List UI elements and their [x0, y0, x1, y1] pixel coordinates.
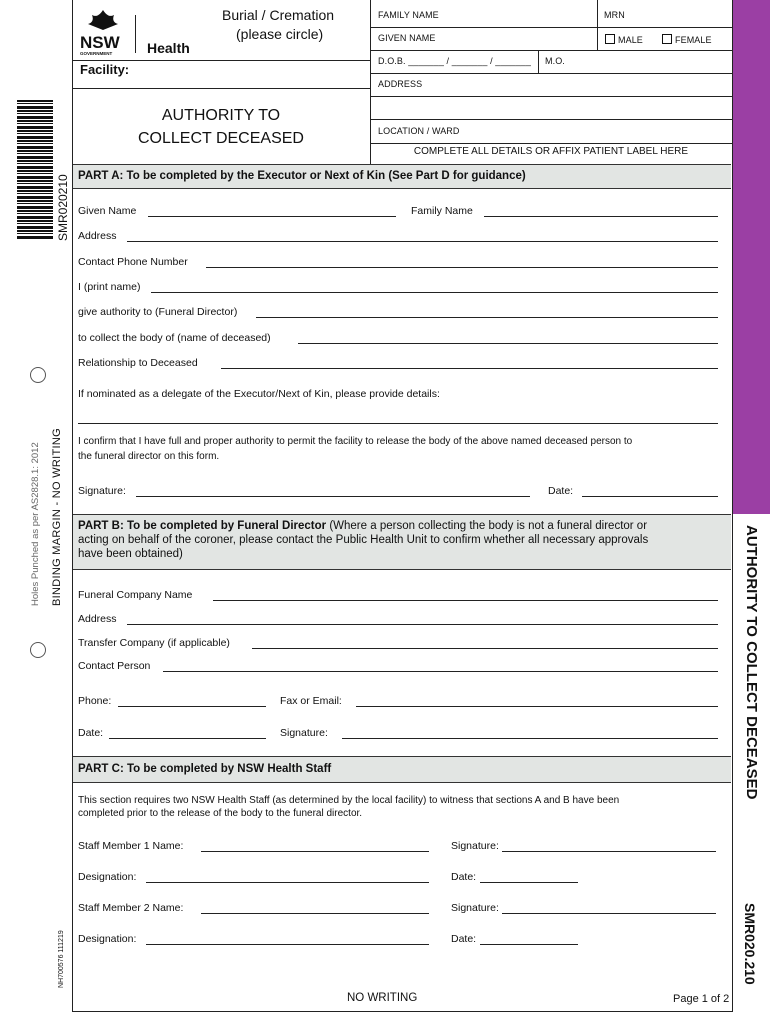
- logo-subtext: GOVERNMENT: [80, 51, 113, 56]
- funeral-director-field[interactable]: [256, 317, 718, 318]
- signature-b-field[interactable]: [342, 738, 718, 739]
- patient-given-name[interactable]: GIVEN NAME: [378, 33, 436, 43]
- address-b-label: Address: [78, 613, 117, 625]
- barcode: [17, 100, 53, 240]
- collect-body-label: to collect the body of (name of deceased): [78, 332, 271, 344]
- form-title-line2: COLLECT DECEASED: [138, 130, 304, 147]
- footer-code-vertical: NH700576 111219: [58, 930, 65, 988]
- family-name-label: Family Name: [411, 205, 473, 217]
- date-b-field[interactable]: [109, 738, 266, 739]
- form-code-vertical: SMR020210: [56, 174, 70, 241]
- deceased-name-field[interactable]: [298, 343, 718, 344]
- side-code: SMR020.210: [742, 903, 758, 985]
- given-name-label: Given Name: [78, 205, 137, 217]
- page-number: Page 1 of 2: [673, 993, 730, 1005]
- date-a-field[interactable]: [582, 496, 718, 497]
- staff2-designation-field[interactable]: [146, 944, 429, 945]
- funeral-company-label: Funeral Company Name: [78, 589, 193, 601]
- punch-hole-bottom: [30, 642, 46, 658]
- male-label: MALE: [618, 35, 643, 45]
- part-c-heading: PART C: To be completed by NSW Health Staff: [73, 756, 731, 783]
- delegate-label: If nominated as a delegate of the Executor/Next of Kin, please provide details:: [78, 388, 440, 400]
- relationship-field[interactable]: [221, 368, 718, 369]
- part-c-intro-line1: This section requires two NSW Health Staff (as determined by the local facility) to witness that sections A and B have been: [78, 795, 620, 806]
- staff2-signature-field[interactable]: [502, 913, 716, 914]
- part-b-heading: PART B: To be completed by Funeral Director (Where a person collecting the body is not a funeral director or acting on behalf of the coroner, please contact the Public Health Unit to confirm whether all necessary approvals have been obtained): [73, 514, 731, 570]
- family-name-field[interactable]: [484, 216, 718, 217]
- staff2-date-field[interactable]: [480, 944, 578, 945]
- part-c-intro-line2: completed prior to the release of the body to the funeral director.: [78, 808, 363, 819]
- punch-hole-top: [30, 367, 46, 383]
- given-name-field[interactable]: [148, 216, 396, 217]
- fax-email-field[interactable]: [356, 706, 718, 707]
- side-title: AUTHORITY TO COLLECT DECEASED: [743, 525, 760, 800]
- male-checkbox[interactable]: [605, 34, 643, 45]
- staff2-name-label: Staff Member 2 Name:: [78, 902, 184, 914]
- staff1-designation-field[interactable]: [146, 882, 429, 883]
- burial-cremation[interactable]: Burial / Cremation: [222, 7, 335, 23]
- address-b-field[interactable]: [127, 624, 718, 625]
- date-a-label: Date:: [548, 485, 574, 497]
- staff1-signature-label: Signature:: [451, 840, 499, 852]
- confirm-text-line2: the funeral director on this form.: [78, 451, 220, 462]
- contact-phone-label: Contact Phone Number: [78, 256, 188, 268]
- print-name-field[interactable]: [151, 292, 718, 293]
- transfer-company-label: Transfer Company (if applicable): [78, 637, 230, 649]
- part-a-heading: PART A: To be completed by the Executor or Next of Kin (See Part D for guidance): [73, 164, 731, 189]
- footer-no-writing: NO WRITING: [347, 992, 418, 1004]
- signature-b-label: Signature:: [280, 727, 328, 739]
- female-label: FEMALE: [675, 35, 712, 45]
- staff2-signature-label: Signature:: [451, 902, 499, 914]
- staff2-date-label: Date:: [451, 933, 477, 945]
- facility-label: Facility:: [80, 62, 130, 77]
- binding-margin-text: BINDING MARGIN - NO WRITING: [51, 428, 63, 606]
- patient-mo[interactable]: M.O.: [545, 56, 565, 66]
- staff1-signature-field[interactable]: [502, 851, 716, 852]
- staff1-date-field[interactable]: [480, 882, 578, 883]
- patient-mrn[interactable]: MRN: [604, 10, 625, 20]
- contact-phone-field[interactable]: [206, 267, 718, 268]
- transfer-company-field[interactable]: [252, 648, 718, 649]
- staff2-designation-label: Designation:: [78, 933, 137, 945]
- patient-family-name[interactable]: FAMILY NAME: [378, 10, 439, 20]
- confirm-text-line1: I confirm that I have full and proper authority to permit the facility to release the body of the above named deceased person to: [78, 436, 633, 447]
- funeral-company-field[interactable]: [213, 600, 718, 601]
- signature-a-label: Signature:: [78, 485, 126, 497]
- date-b-label: Date:: [78, 727, 104, 739]
- address-a-label: Address: [78, 230, 117, 242]
- holes-punched-text: Holes Punched as per AS2828.1: 2012: [30, 442, 41, 606]
- contact-person-label: Contact Person: [78, 660, 151, 672]
- print-name-label: I (print name): [78, 281, 141, 293]
- accent-strip-top: [733, 0, 770, 514]
- staff1-name-field[interactable]: [201, 851, 429, 852]
- staff2-name-field[interactable]: [201, 913, 429, 914]
- form-title-line1: AUTHORITY TO: [161, 107, 281, 124]
- health-label: Health: [147, 40, 190, 56]
- patient-address[interactable]: ADDRESS: [378, 79, 423, 89]
- address-a-field[interactable]: [127, 241, 718, 242]
- relationship-label: Relationship to Deceased: [78, 357, 198, 369]
- female-box-icon[interactable]: [662, 34, 672, 44]
- staff1-name-label: Staff Member 1 Name:: [78, 840, 184, 852]
- logo-text: NSW: [80, 33, 120, 52]
- please-circle: (please circle): [236, 26, 324, 42]
- nsw-logo: [80, 8, 126, 54]
- phone-field[interactable]: [118, 706, 266, 707]
- staff1-date-label: Date:: [451, 871, 477, 883]
- signature-a-field[interactable]: [136, 496, 530, 497]
- patient-dob[interactable]: D.O.B. _______ / _______ / _______: [378, 56, 532, 66]
- male-box-icon[interactable]: [605, 34, 615, 44]
- delegate-field[interactable]: [78, 423, 718, 424]
- give-authority-label: give authority to (Funeral Director): [78, 306, 238, 318]
- patient-location-ward[interactable]: LOCATION / WARD: [378, 126, 460, 136]
- patient-label-note: COMPLETE ALL DETAILS OR AFFIX PATIENT LABEL HERE: [413, 146, 689, 157]
- phone-label: Phone:: [78, 695, 112, 707]
- staff1-designation-label: Designation:: [78, 871, 137, 883]
- female-checkbox[interactable]: [662, 34, 712, 45]
- contact-person-field[interactable]: [163, 671, 718, 672]
- fax-email-label: Fax or Email:: [280, 695, 342, 707]
